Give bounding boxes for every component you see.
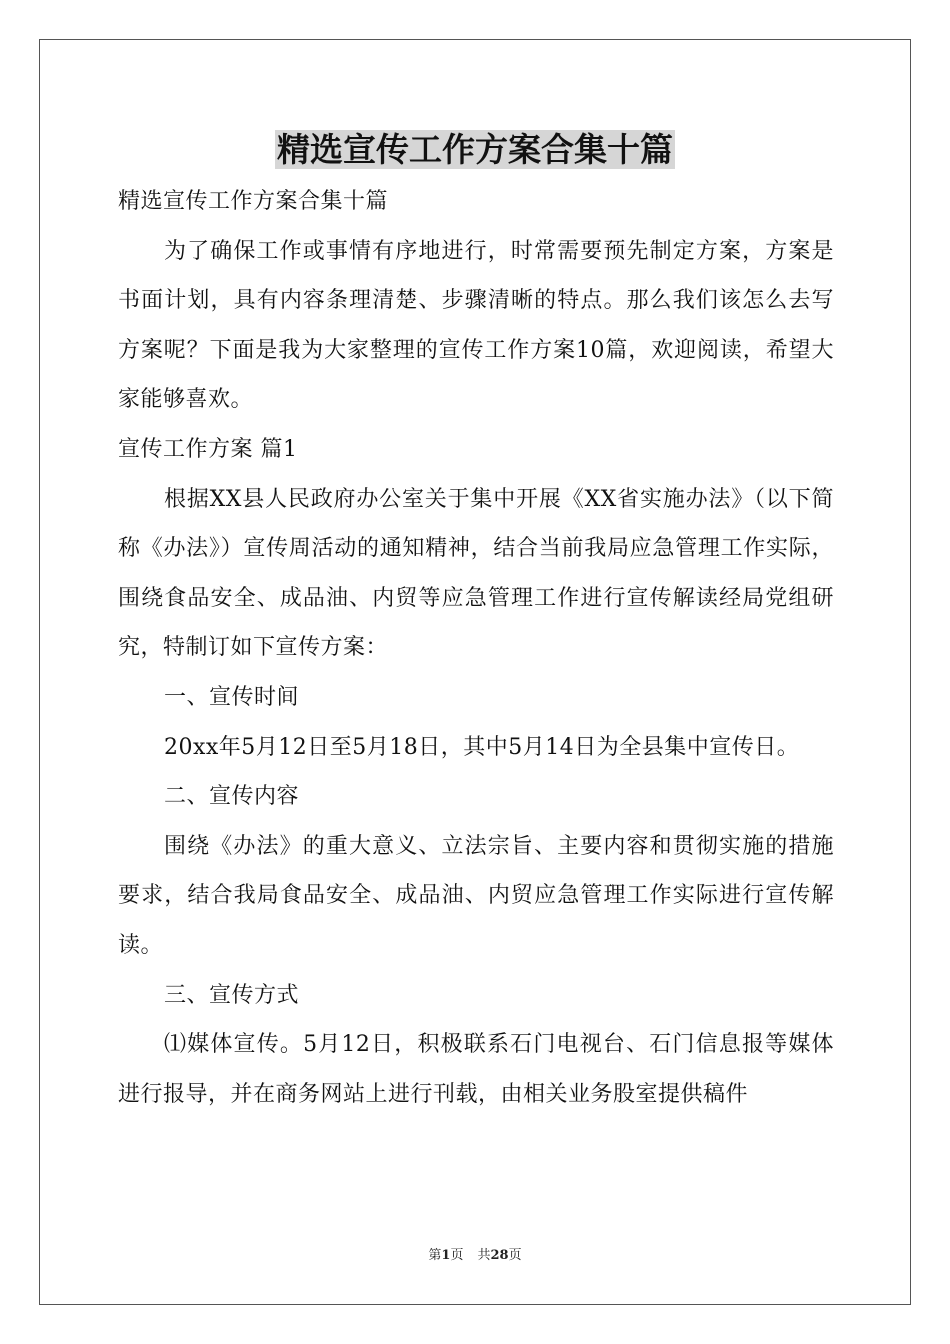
paragraph-subtitle: 精选宣传工作方案合集十篇 xyxy=(118,189,389,214)
document-title-text: 精选宣传工作方案合集十篇 xyxy=(277,130,673,169)
page-footer xyxy=(0,1247,950,1265)
paragraph-heading-method: 三、宣传方式 xyxy=(164,982,300,1008)
page-number-current: 1 xyxy=(441,1248,451,1263)
paragraph-basis: 根据XX县人民政府办公室关于集中开展《XX省实施办法》（以下简称《办法》）宣传周活动的通知精神，结合当前我局应急管理工作实际，围绕食品安全、成品油、内贸等应急管理工作进行宣传解读经局党组研究，特制订如下宣传方案： xyxy=(118,486,834,661)
page-number-suffix: 页 xyxy=(450,1248,464,1263)
page-total-count: 28 xyxy=(490,1248,509,1263)
paragraph-heading-content: 二、宣传内容 xyxy=(164,784,300,810)
paragraph-media: ⑴媒体宣传。5月12日，积极联系石门电视台、石门信息报等媒体进行报导，并在商务网站上进行刊载，由相关业务股室提供稿件 xyxy=(118,1032,834,1107)
document-title xyxy=(0,128,950,172)
paragraph-heading-time: 一、宣传时间 xyxy=(164,684,300,710)
paragraph-time: 20xx年5月12日至5月18日，其中5月14日为全县集中宣传日。 xyxy=(164,734,800,760)
paragraph-section-heading: 宣传工作方案 篇1 xyxy=(118,436,298,462)
page-total-suffix: 页 xyxy=(508,1248,522,1263)
page-total-prefix: 共 xyxy=(477,1248,491,1263)
page-number-prefix: 第 xyxy=(428,1248,442,1263)
paragraph-content: 围绕《办法》的重大意义、立法宗旨、主要内容和贯彻实施的措施要求，结合我局食品安全、成品油、内贸应急管理工作实际进行宣传解读。 xyxy=(118,833,834,958)
paragraph-intro: 为了确保工作或事情有序地进行，时常需要预先制定方案，方案是书面计划，具有内容条理清楚、步骤清晰的特点。那么我们该怎么去写方案呢？下面是我为大家整理的宣传工作方案10篇，欢迎阅读，希望大家能够喜欢。 xyxy=(118,238,834,413)
document-body xyxy=(118,177,834,1119)
